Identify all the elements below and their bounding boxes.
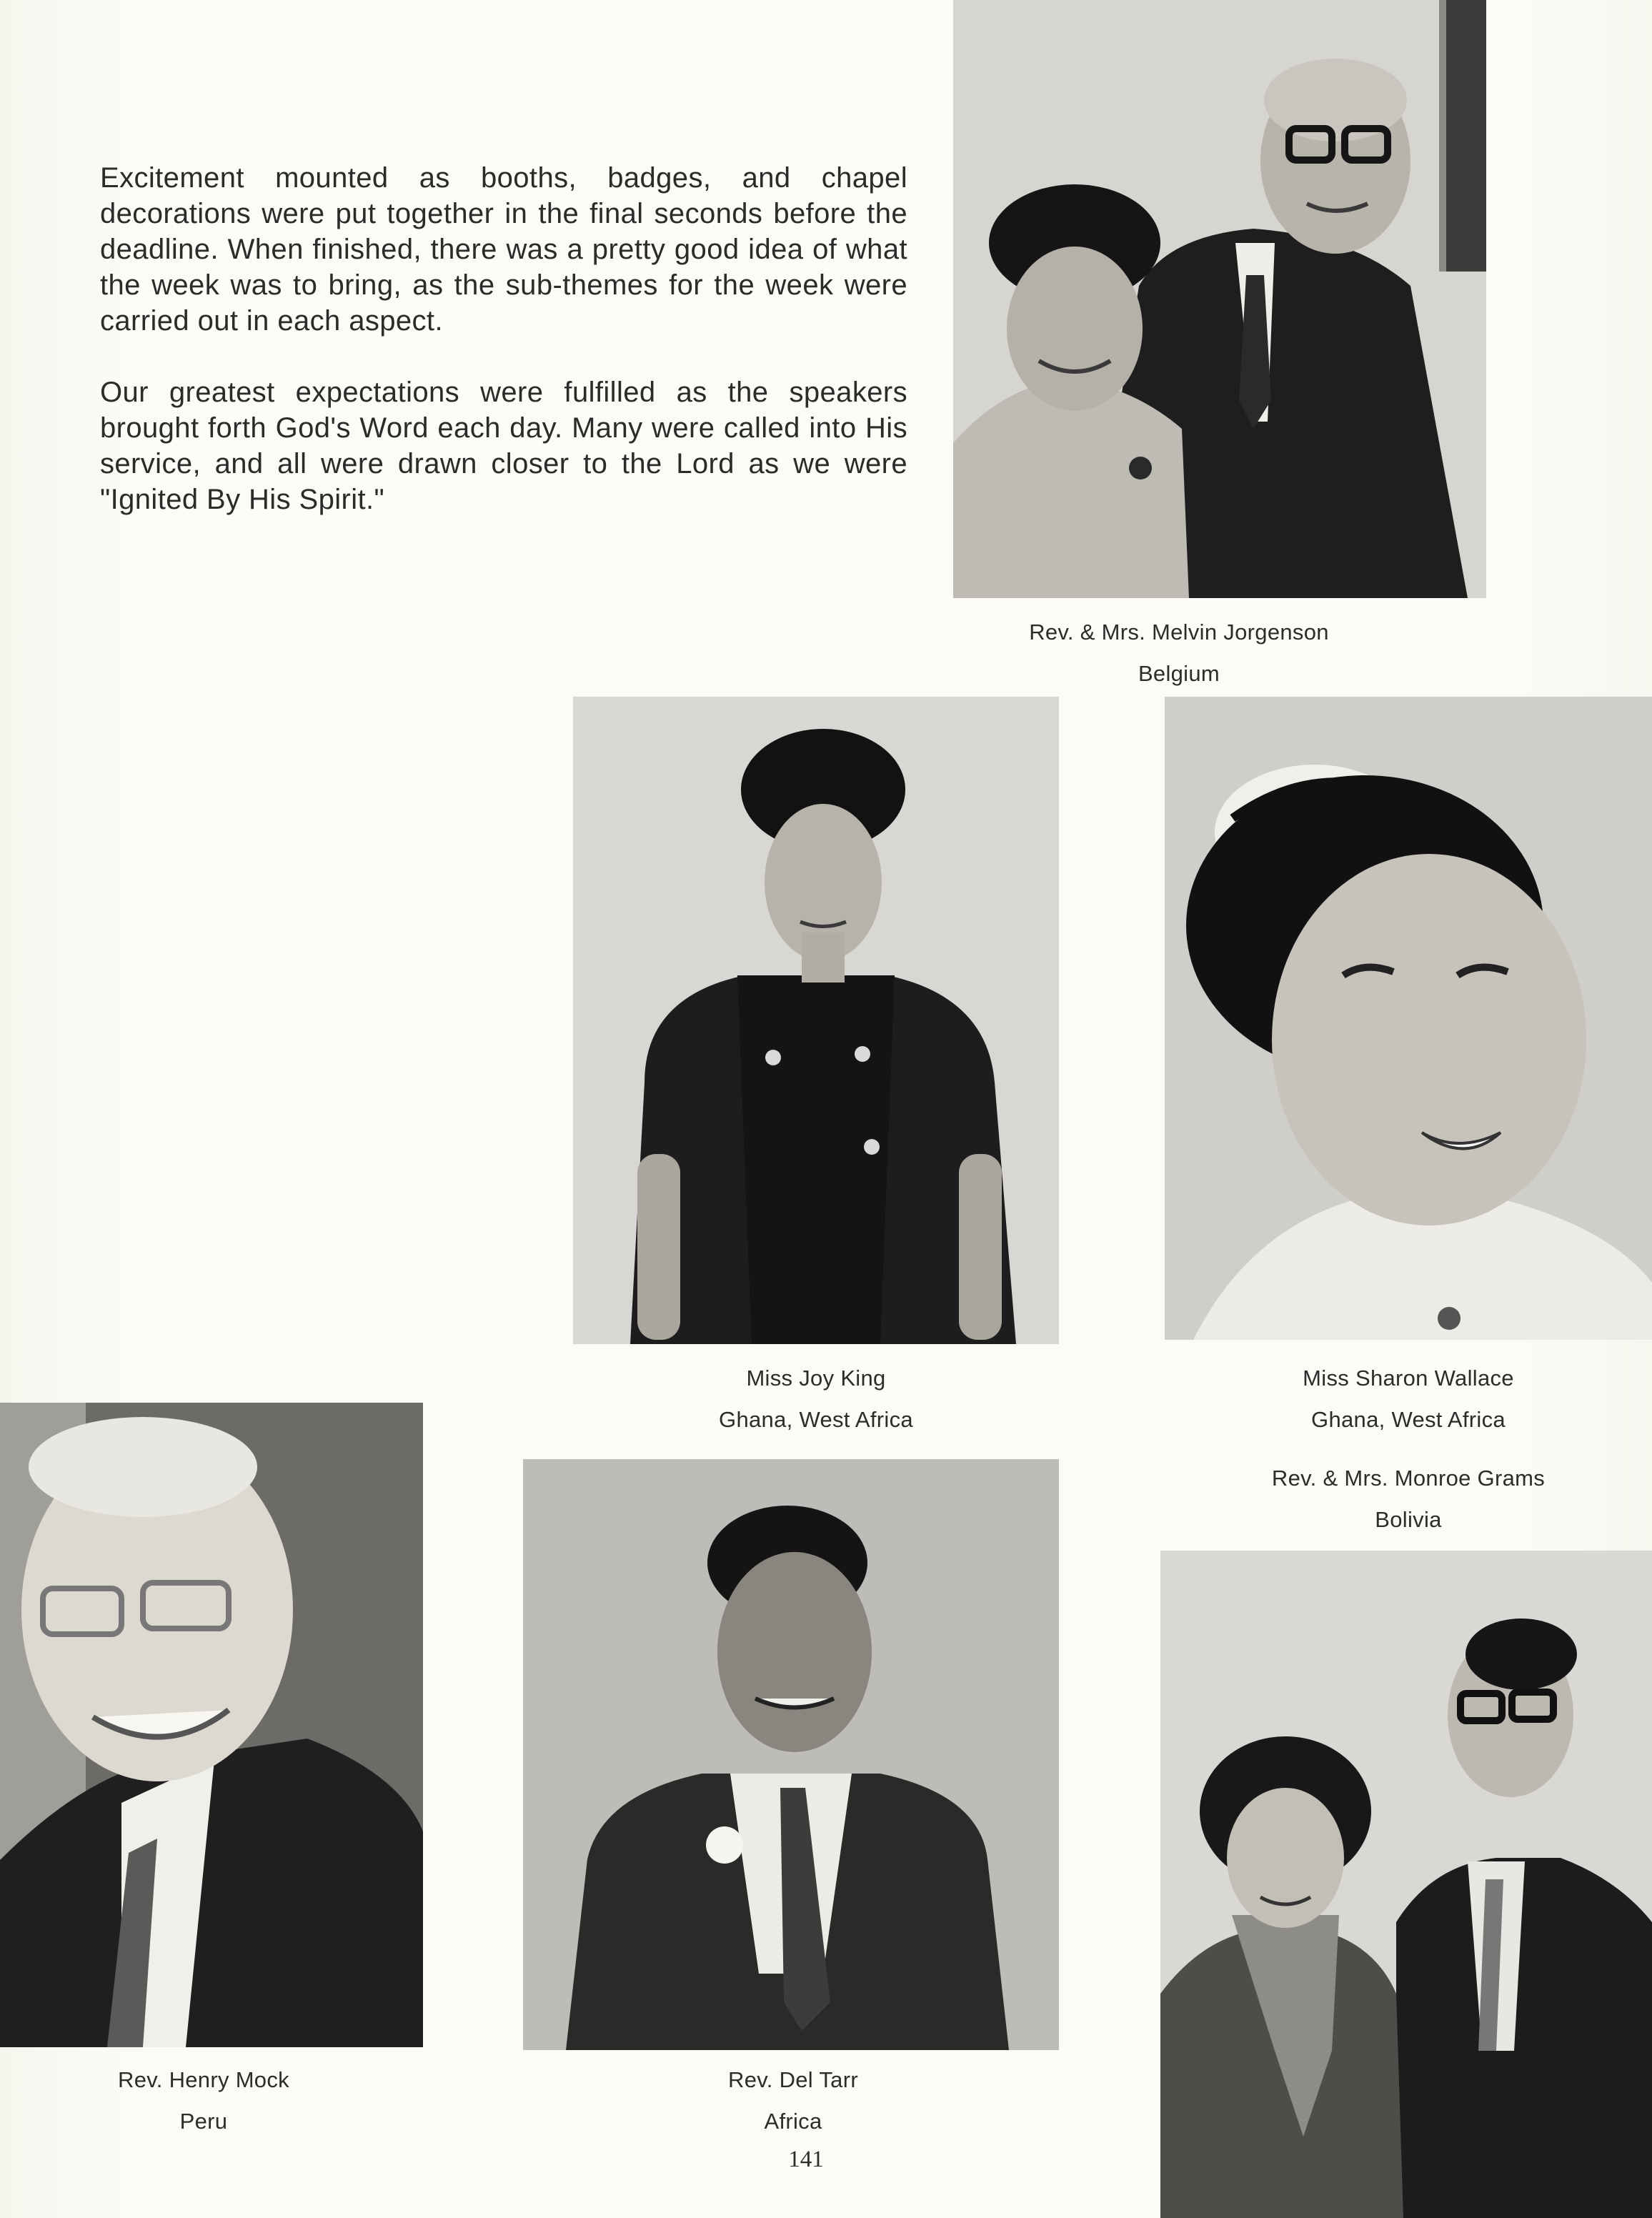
caption-jorgenson-name: Rev. & Mrs. Melvin Jorgenson	[1029, 620, 1329, 645]
photo-jorgenson	[953, 0, 1486, 598]
caption-sharon-wallace-name: Miss Sharon Wallace	[1303, 1366, 1514, 1391]
photo-sharon-wallace-image	[1165, 697, 1652, 1340]
caption-henry-mock	[0, 2059, 407, 2142]
page-number: 141	[788, 2147, 824, 2172]
intro-paragraph-2: Our greatest expectations were fulfilled as the speakers brought forth God's Word each day. Many were called into His service, and all were drawn closer to the Lord as we were "Ignited By His Spirit."	[100, 377, 907, 515]
caption-jorgenson-place: Belgium	[1138, 661, 1220, 686]
caption-henry-mock-place: Peru	[179, 2109, 228, 2134]
caption-joy-king-place: Ghana, West Africa	[719, 1407, 913, 1432]
photo-joy-king-image	[573, 697, 1059, 1344]
caption-grams	[1165, 1458, 1652, 1541]
photo-henry-mock	[0, 1403, 423, 2047]
caption-joy-king	[573, 1358, 1059, 1441]
caption-del-tarr-place: Africa	[764, 2109, 822, 2134]
caption-sharon-wallace-place: Ghana, West Africa	[1311, 1407, 1506, 1432]
caption-del-tarr-name: Rev. Del Tarr	[728, 2067, 858, 2092]
photo-del-tarr-image	[523, 1459, 1059, 2050]
caption-henry-mock-name: Rev. Henry Mock	[118, 2067, 289, 2092]
photo-henry-mock-image	[0, 1403, 423, 2047]
caption-joy-king-name: Miss Joy King	[746, 1366, 886, 1391]
intro-text	[100, 160, 907, 553]
photo-grams	[1160, 1551, 1652, 2218]
caption-jorgenson	[786, 612, 1572, 695]
photo-jorgenson-image	[953, 0, 1486, 598]
photo-del-tarr	[523, 1459, 1059, 2050]
photo-sharon-wallace	[1165, 697, 1652, 1340]
caption-del-tarr	[523, 2059, 1063, 2142]
caption-grams-name: Rev. & Mrs. Monroe Grams	[1271, 1466, 1546, 1491]
caption-grams-place: Bolivia	[1375, 1507, 1442, 1532]
intro-paragraph-1: Excitement mounted as booths, badges, and chapel decorations were put together in the final seconds before the deadline. When finished, there was a pretty good idea of what the week was to bring, as the sub-themes for the week were carried out in each aspect.	[100, 162, 907, 337]
photo-grams-image	[1160, 1551, 1652, 2218]
photo-joy-king	[573, 697, 1059, 1344]
caption-sharon-wallace	[1165, 1358, 1652, 1441]
